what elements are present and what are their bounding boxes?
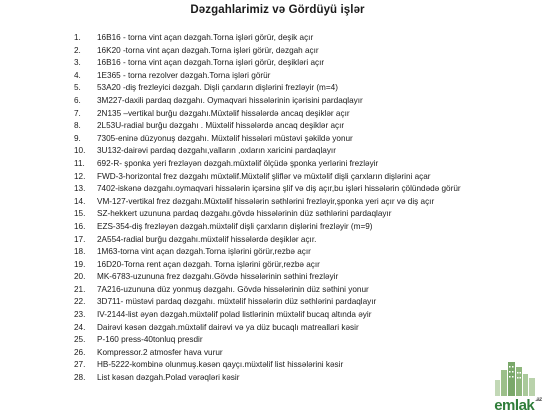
item-text: 16D20-Torna rent açan dəzgah. Torna işlərini görür,rezbə açır — [97, 259, 320, 269]
list-item — [0, 271, 555, 284]
list-item — [0, 284, 555, 297]
item-number: 21. — [74, 284, 86, 294]
machine-list — [0, 32, 555, 385]
item-number: 26. — [74, 347, 86, 357]
item-number: 8. — [74, 121, 81, 131]
item-text: 2N135 –vertikal burğu dəzgahı.Müxtəlif hissələrdə ancaq deşiklər açır — [97, 108, 350, 118]
item-number: 13. — [74, 184, 86, 194]
list-item — [0, 158, 555, 171]
logo-suffix: .az — [535, 397, 542, 403]
item-text: List kəsən dəzgah.Polad vərəqləri kəsir — [97, 373, 240, 383]
item-number: 16. — [74, 221, 86, 231]
item-number: 25. — [74, 335, 86, 345]
list-item — [0, 95, 555, 108]
item-number: 5. — [74, 83, 81, 93]
list-item — [0, 296, 555, 309]
item-number: 17. — [74, 234, 86, 244]
item-text: Kompressor.2 atmosfer hava vurur — [97, 347, 223, 357]
list-item — [0, 221, 555, 234]
list-item — [0, 57, 555, 70]
item-text: 16B16 - torna vint açan dəzgah.Torna işləri görür, deşikləri açır — [97, 58, 325, 68]
item-text: IV-2144-list əyən dəzgah.müxtəlif polad listlərinin müxtəlif bucaq altında əyir — [97, 310, 372, 320]
item-text: MK-6783-uzununa frez dəzgahı.Gövdə hissələrinin səthini frezləyir — [97, 272, 339, 282]
item-number: 10. — [74, 146, 86, 156]
item-text: 1M63-torna vint açan dəzgah.Torna işlərini görür,rezbə açır — [97, 247, 311, 257]
item-text: 53A20 -diş frezleyici dəzgah. Dişli çarxların dişlərini frezləyir (m=4) — [97, 83, 338, 93]
list-item — [0, 359, 555, 372]
item-text: VM-127-vertikal frez dəzgahı.Müxtəlif hissələrin səthlərini frezləyir,şponka yeri açır və diş açır — [97, 196, 435, 206]
page-title: Dəzgahlarimiz və Gördüyü işlər — [190, 4, 365, 16]
item-number: 4. — [74, 70, 81, 80]
item-number: 23. — [74, 310, 86, 320]
list-item — [0, 108, 555, 121]
logo-wordmark — [487, 397, 549, 414]
item-text: Dairəvi kəsən dəzgah.müxtəlif dairəvi və ya düz bucaqlı matreallari kəsir — [97, 322, 359, 332]
item-text: SZ-hekkert uzununa pardaq dəzgahı.gövdə hissələrinin düz səthlərini pardaqlayır — [97, 209, 392, 219]
item-number: 24. — [74, 322, 86, 332]
item-number: 7. — [74, 108, 81, 118]
list-item — [0, 120, 555, 133]
list-item — [0, 145, 555, 158]
item-number: 27. — [74, 360, 86, 370]
list-item — [0, 32, 555, 45]
item-number: 2. — [74, 45, 81, 55]
item-number: 6. — [74, 95, 81, 105]
list-item — [0, 45, 555, 58]
item-number: 28. — [74, 373, 86, 383]
item-text: 692-R- şponka yeri frezləyən dəzgah.müxtəlif ölçüdə şponka yerlərini frezləyir — [97, 158, 379, 168]
item-number: 20. — [74, 272, 86, 282]
item-number: 9. — [74, 133, 81, 143]
item-text: 2A554-radial burğu dəzgahı.müxtəlif hissələrdə deşiklər açır. — [97, 234, 317, 244]
item-number: 1. — [74, 33, 81, 42]
item-text: 7305-eninə düzyonuş dəzgahı. Müxtəlif hissələri müstəvi şəkildə yonur — [97, 133, 353, 143]
item-text: 2L53U-radial burğu dəzgahı . Müxtəlif hissələrdə ancaq deşiklər açır — [97, 121, 345, 131]
list-item — [0, 70, 555, 83]
item-text: 3M227-daxili pardaq dəzgahı. Oymaqvari hissələrinin içərisini pardaqlayır — [97, 95, 363, 105]
item-text: 3D711- müstəvi pardaq dəzgahı. müxtəlif hissələrin düz səthlərini pardaqlayır — [97, 297, 377, 307]
item-text: 16B16 - torna vint açan dəzgah.Torna işləri görür, deşik açır — [97, 33, 314, 42]
list-item — [0, 322, 555, 335]
item-text: P-160 press-40tonluq presdir — [97, 335, 203, 345]
item-text: 3U132-dairəvi pardaq dəzgahı,valların ,oxların xaricini pardaqlayır — [97, 146, 336, 156]
list-item — [0, 133, 555, 146]
city-buildings-icon — [487, 358, 549, 398]
item-text: 1E365 - torna rezolver dəzgah.Torna işləri görür — [97, 70, 271, 80]
list-item — [0, 183, 555, 196]
emlak-logo — [487, 358, 549, 414]
item-number: 11. — [74, 158, 85, 168]
list-item — [0, 347, 555, 360]
list-item — [0, 259, 555, 272]
item-number: 3. — [74, 58, 81, 68]
item-number: 22. — [74, 297, 86, 307]
item-text: EZS-354-diş frezləyən dəzgah.müxtəlif dişli çarxların dişlərini frezləyir (m=9) — [97, 221, 373, 231]
item-number: 15. — [74, 209, 86, 219]
item-number: 12. — [74, 171, 86, 181]
list-item — [0, 171, 555, 184]
list-item — [0, 208, 555, 221]
list-item — [0, 246, 555, 259]
list-item — [0, 334, 555, 347]
list-item — [0, 372, 555, 385]
logo-brand: emlak — [494, 397, 535, 414]
list-item — [0, 82, 555, 95]
list-item — [0, 196, 555, 209]
item-text: HB-5222-kombinə olunmuş.kəsən qayçı.müxtəlif list hissələrini kəsir — [97, 360, 344, 370]
item-number: 14. — [74, 196, 86, 206]
item-text: 16K20 -torna vint açan dəzgah.Torna işləri görür, dəzgah açır — [97, 45, 319, 55]
list-item — [0, 234, 555, 247]
item-text: FWD-3-horizontal frez dəzgahı müxtəlif.Müxtəlif şliflər və müxtəlif dişli çarxların dişlərini açar — [97, 171, 431, 181]
item-text: 7402-iskənə dəzgahı.oymaqvari hissələrin içərsinə şlif və diş açır,bu işləri hissələrin çölündədə görür — [97, 184, 461, 194]
list-item — [0, 309, 555, 322]
item-number: 19. — [74, 259, 86, 269]
item-number: 18. — [74, 247, 86, 257]
item-text: 7A216-uzununa düz yonmuş dəzgahı. Gövdə hissələrinin düz səthini yonur — [97, 284, 369, 294]
